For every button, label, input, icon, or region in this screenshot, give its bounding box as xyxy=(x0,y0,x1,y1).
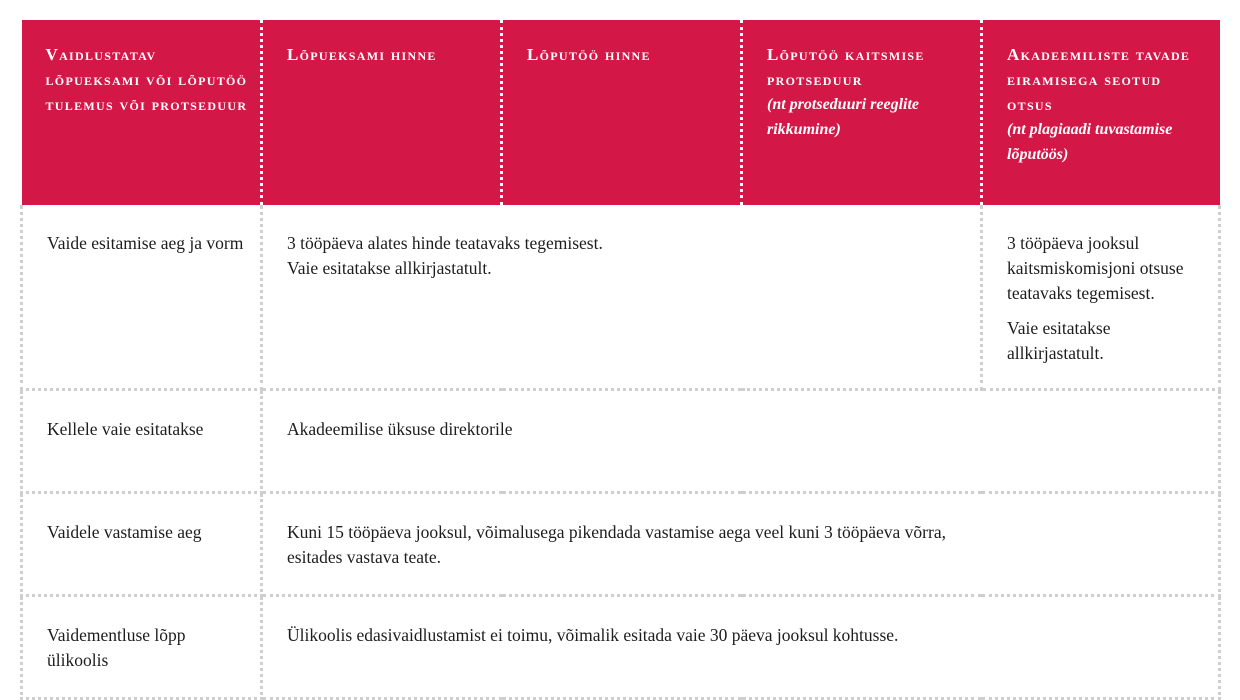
header-contested-item: Vaidlustatav lõpueksami või lõputöö tulemus või protseduur xyxy=(22,20,262,205)
table-row xyxy=(22,205,1220,390)
header-defense-procedure-title: Lõputöö kaitsmise protseduur xyxy=(767,45,925,89)
row-value-line: 3 tööpäeva jooksul kaitsmiskomisjoni otsuse teatavaks tegemisest. xyxy=(1007,233,1184,303)
table-header-row xyxy=(22,20,1220,205)
header-thesis-grade: Lõputöö hinne xyxy=(502,20,742,205)
row-value xyxy=(262,493,1220,596)
row-label: Vaide esitamise aeg ja vorm xyxy=(22,205,262,390)
row-value-line: esitades vastava teate. xyxy=(287,547,442,567)
header-academic-practice-note: (nt plagiaadi tuvastamise lõputöös) xyxy=(1007,121,1173,163)
row-value-academic xyxy=(982,205,1220,390)
row-value-line: Vaie esitatakse allkirjastatult. xyxy=(287,258,492,278)
row-value: Ülikoolis edasivaidlustamist ei toimu, võimalik esitada vaie 30 päeva jooksul kohtusse. xyxy=(262,596,1220,699)
header-defense-procedure xyxy=(742,20,982,205)
row-value-line: Kuni 15 tööpäeva jooksul, võimalusega pikendada vastamise aega veel kuni 3 tööpäeva võrra, xyxy=(287,522,946,542)
table-row xyxy=(22,493,1220,596)
row-value xyxy=(262,205,982,390)
header-final-exam-grade: Lõpueksami hinne xyxy=(262,20,502,205)
row-label: Kellele vaie esitatakse xyxy=(22,390,262,493)
table-row xyxy=(22,390,1220,493)
table-row xyxy=(22,596,1220,699)
header-academic-practice-decision xyxy=(982,20,1220,205)
row-value-line: 3 tööpäeva alates hinde teatavaks tegemisest. xyxy=(287,233,603,253)
appeal-procedures-table xyxy=(20,20,1221,700)
row-value-line: Vaie esitatakse allkirjastatult. xyxy=(1007,318,1111,363)
row-label: Vaidementluse lõpp ülikoolis xyxy=(22,596,262,699)
header-academic-practice-title: Akadeemiliste tavade eiramisega seotud otsus xyxy=(1007,45,1191,114)
header-defense-procedure-note: (nt protseduuri reeglite rikkumine) xyxy=(767,96,920,138)
row-value: Akadeemilise üksuse direktorile xyxy=(262,390,1220,493)
row-label: Vaidele vastamise aeg xyxy=(22,493,262,596)
